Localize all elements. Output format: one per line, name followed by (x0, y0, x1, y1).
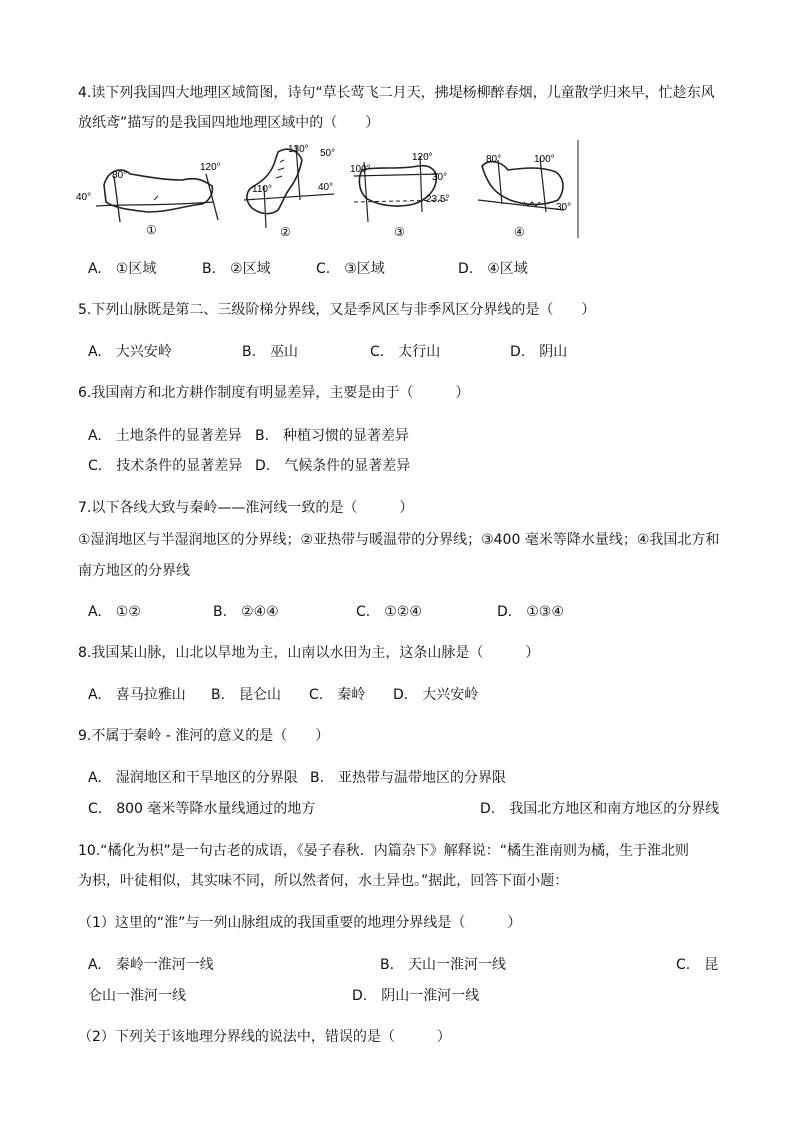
region-map-1 (74, 140, 224, 242)
map2-label-lon110: 110° (252, 184, 272, 195)
map3-number: ③ (394, 225, 405, 239)
map2-number: ② (280, 225, 291, 239)
q8-option-a[interactable]: A. 喜马拉雅山 (88, 687, 186, 703)
q6-stem: 6.我国南方和北方耕作制度有明显差异，主要是由于（ ） (78, 385, 470, 401)
q8-option-d[interactable]: D. 大兴安岭 (393, 687, 479, 703)
q9-option-a[interactable]: A. 湿润地区和干旱地区的分界限 (88, 770, 298, 786)
q8-stem: 8.我国某山脉，山北以旱地为主，山南以水田为主，这条山脉是（ ） (78, 645, 540, 661)
q4-option-b[interactable]: B. ②区域 (202, 261, 271, 277)
q9-stem: 9.不属于秦岭 - 淮河的意义的是（ ） (78, 728, 330, 744)
q7-option-d[interactable]: D. ①③④ (497, 604, 564, 620)
q10-sub1-option-c[interactable]: C. 昆 (676, 957, 719, 973)
q10-stem-line2: 为枳，叶徒相似，其实味不同，所以然者何，水土异也。”据此，回答下面小题： (78, 873, 569, 889)
q10-sub1-option-c-cont[interactable]: 仑山一淮河一线 (88, 988, 186, 1004)
map3-label-lat23-5: 23.5° (426, 194, 450, 205)
q4-option-c[interactable]: C. ③区域 (316, 261, 385, 277)
q6-option-c[interactable]: C. 技术条件的显著差异 (88, 458, 243, 474)
region-map-2 (234, 140, 346, 242)
q10-stem-line1: 10.“橘化为枳”是一句古老的成语，《晏子春秋．内篇杂下》解释说：“橘生淮南则为橘，生于淮北则 (78, 843, 690, 859)
map2-label-lat50: 50° (320, 148, 336, 159)
map3-label-lat30: 30° (432, 172, 448, 183)
q7-option-c[interactable]: C. ①②④ (356, 604, 422, 620)
q8-option-c[interactable]: C. 秦岭 (309, 687, 366, 703)
q7-detail-line2: 南方地区的分界线 (78, 563, 190, 579)
q9-option-c[interactable]: C. 800 毫米等降水量线通过的地方 (88, 801, 316, 817)
q6-option-d[interactable]: D. 气候条件的显著差异 (255, 458, 411, 474)
map4-label-lon100: 100° (534, 154, 555, 165)
q4-stem-line2: 放纸鸢”描写的是我国四地地理区域中的（ ） (78, 115, 380, 131)
map3-label-lon100: 100° (350, 164, 371, 175)
q6-option-a[interactable]: A. 土地条件的显著差异 (88, 428, 242, 444)
q4-stem-line1: 4.读下列我国四大地理区域简图，诗句“草长莺飞二月天，拂堤杨柳醉春烟，儿童散学归来早，忙趁东风 (78, 85, 715, 101)
q7-stem: 7.以下各线大致与秦岭——淮河线一致的是（ ） (78, 500, 414, 516)
q5-option-a[interactable]: A. 大兴安岭 (88, 344, 172, 360)
region-map-3 (348, 140, 472, 242)
map4-number: ④ (514, 225, 525, 239)
q7-detail-line1: ①湿润地区与半湿润地区的分界线；②亚热带与暖温带的分界线；③400 毫米等降水量线；④我国北方和 (78, 532, 720, 548)
q10-sub1-option-d[interactable]: D. 阴山一淮河一线 (352, 988, 480, 1004)
q9-option-d[interactable]: D. 我国北方地区和南方地区的分界线 (480, 801, 720, 817)
q6-option-b[interactable]: B. 种植习惯的显著差异 (255, 428, 410, 444)
q5-stem: 5.下列山脉既是第二、三级阶梯分界线，又是季风区与非季风区分界线的是（ ） (78, 302, 596, 318)
q10-sub1-option-b[interactable]: B. 天山一淮河一线 (380, 957, 507, 973)
q10-sub2-stem: （2）下列关于该地理分界线的说法中，错误的是（ ） (78, 1029, 451, 1045)
q8-option-b[interactable]: B. 昆仑山 (211, 687, 282, 703)
q4-option-a[interactable]: A. ①区域 (88, 261, 157, 277)
map4-label-lat30: 30° (556, 202, 572, 213)
q9-option-b[interactable]: B. 亚热带与温带地区的分界限 (310, 770, 507, 786)
q5-option-c[interactable]: C. 太行山 (370, 344, 441, 360)
map3-label-lon120: 120° (412, 152, 433, 163)
q7-option-a[interactable]: A. ①② (88, 604, 141, 620)
map1-label-lon80: 80° (112, 170, 128, 181)
q10-sub1-stem: （1）这里的“淮”与一列山脉组成的我国重要的地理分界线是（ ） (78, 915, 522, 931)
map4-label-lon80: 80° (486, 154, 502, 165)
q4-option-d[interactable]: D. ④区域 (458, 261, 528, 277)
map1-number: ① (146, 223, 157, 237)
map2-label-lon130: 130° (288, 144, 309, 155)
map1-label-lon120: 120° (200, 162, 221, 173)
q7-option-b[interactable]: B. ②④④ (213, 604, 279, 620)
map2-label-lat40: 40° (318, 182, 334, 193)
region-map-4 (474, 140, 580, 242)
q5-option-b[interactable]: B. 巫山 (242, 344, 299, 360)
map1-label-lat40: 40° (76, 192, 92, 203)
q10-sub1-option-a[interactable]: A. 秦岭一淮河一线 (88, 957, 214, 973)
q5-option-d[interactable]: D. 阴山 (510, 344, 568, 360)
